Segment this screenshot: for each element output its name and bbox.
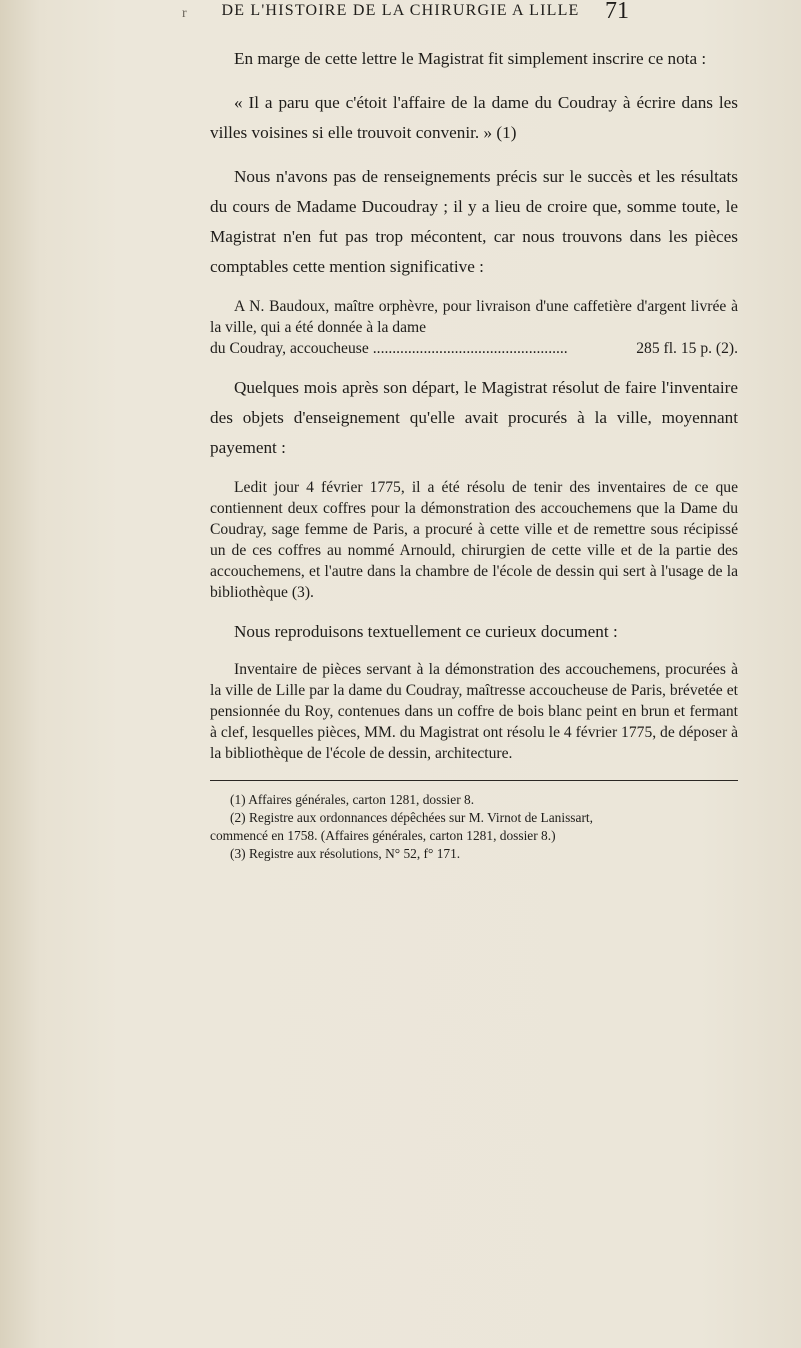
footnote-1: (1) Affaires générales, carton 1281, dossier 8. [230,792,475,807]
page-header [0,0,801,26]
paragraph-inventaire-intro: Quelques mois après son départ, le Magistrat résolut de faire l'inventaire des objets d'enseignement qu'elle avait procurés à la ville, moyennant payement : [210,378,738,457]
footnote-2-continued: commencé en 1758. (Affaires générales, carton 1281, dossier 8.) [210,828,556,843]
accounting-entry-amount: 285 fl. 15 p. (2). [636,340,738,357]
paragraph-resolution: Ledit jour 4 février 1775, il a été résolu de tenir des inventaires de ce que contiennent deux coffres pour la démonstration des accouchemens que la Dame du Coudray, sage femme de Paris, a procuré à cette ville et de remettre sous récipissé un de ces coffres au nommé Arnould, chirurgien de cette ville et de la partie des accouchemens, et l'autre dans la chambre de l'école de dessin qui sert à l'usage de la bibliothèque (3). [210,479,738,601]
paragraph-nota-intro: En marge de cette lettre le Magistrat fit simplement inscrire ce nota : [234,49,707,68]
accounting-entry-text: A N. Baudoux, maître orphèvre, pour livraison d'une caffetière d'argent livrée à la ville, qui a été donnée à la dame [210,298,738,336]
paragraph-inventaire: Inventaire de pièces servant à la démonstration des accouchemens, procurées à la ville de Lille par la dame du Coudray, maîtresse accoucheuse de Paris, brévetée et pensionnée du Roy, contenues dans un coffre de bois blanc peint en brun et fermant à clef, lesquelles pièces, MM. du Magistrat ont résolu le 4 février 1775, de déposer à la bibliothèque de l'école de dessin, architecture. [210,661,738,762]
accounting-entry [210,296,738,359]
footnotes [210,791,738,863]
dot-leader: .................................................. [372,340,568,357]
page-body [210,44,738,863]
page-edge-mark: r [182,6,187,21]
running-head: DE L'HISTOIRE DE LA CHIRURGIE A LILLE [221,2,580,19]
accounting-entry-amount-line [210,338,738,359]
accounting-entry-payee: du Coudray, accoucheuse [210,340,369,357]
footnote-rule [210,780,738,781]
footnote-3: (3) Registre aux résolutions, N° 52, f° 171. [230,846,461,861]
footnote-2: (2) Registre aux ordonnances dépêchées sur M. Virnot de Lanissart, [230,810,593,825]
page-number: 71 [605,0,629,24]
paragraph-quote: « Il a paru que c'étoit l'affaire de la dame du Coudray à écrire dans les villes voisines si elle trouvoit convenir. » (1) [210,93,738,142]
paragraph-renseignements: Nous n'avons pas de renseignements précis sur le succès et les résultats du cours de Madame Ducoudray ; il y a lieu de croire que, somme toute, le Magistrat n'en fut pas trop mécontent, car nous trouvons dans les pièces comptables cette mention significative : [210,167,738,276]
paragraph-reproduction: Nous reproduisons textuellement ce curieux document : [234,622,618,641]
